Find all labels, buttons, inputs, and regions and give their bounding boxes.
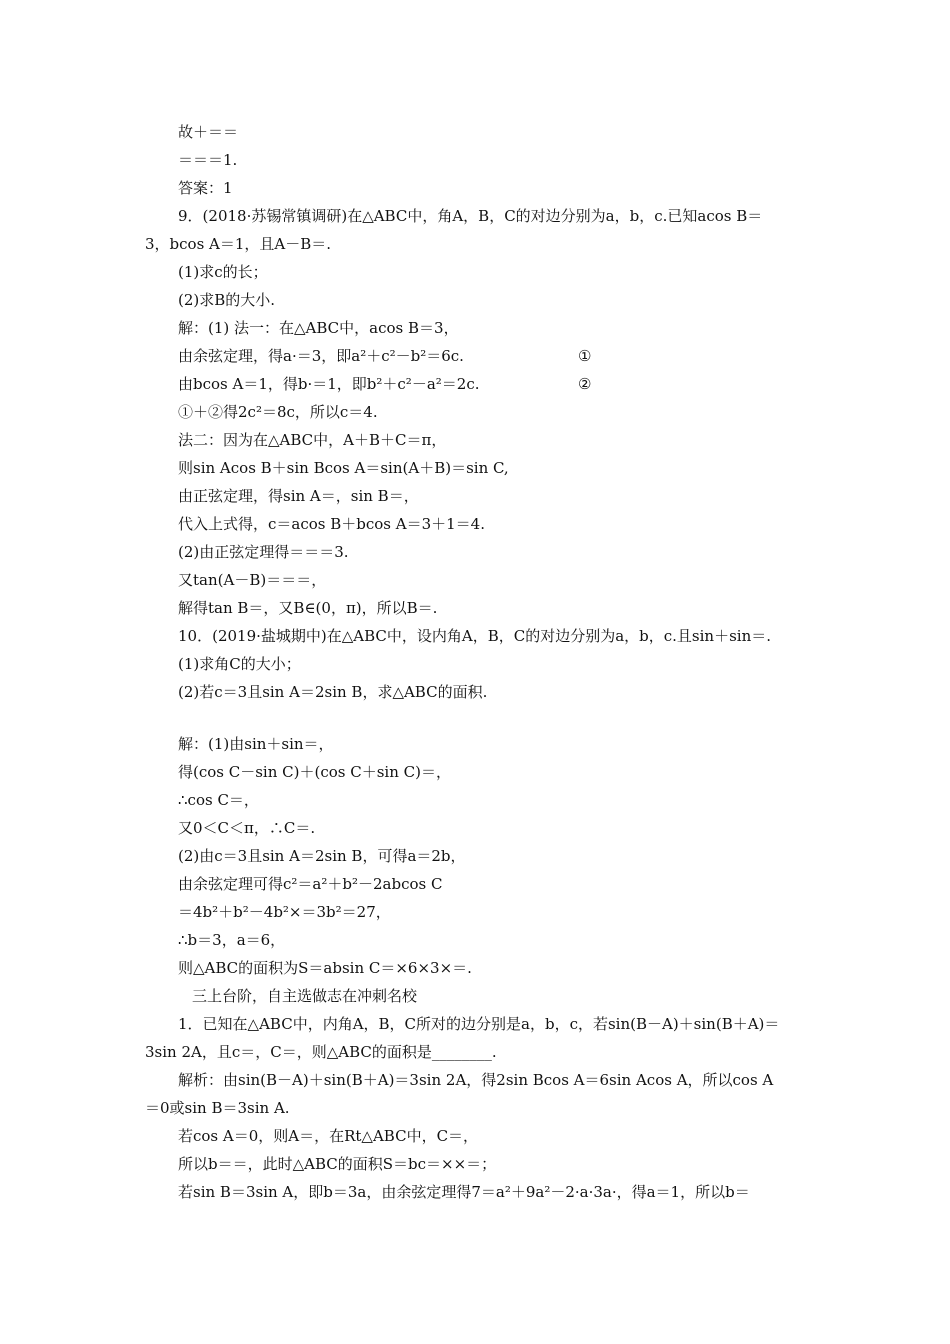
problem-10-line1: 10．(2019·盐城期中)在△ABC中，设内角A，B，C的对边分别为a，b，c.且sin＋sin＝. — [178, 627, 772, 645]
text-line: 若cos A＝0，则A＝，在Rt△ABC中，C＝， — [178, 1127, 479, 1145]
problem-9-line2: 3，bcos A＝1，且A－B＝. — [145, 235, 332, 253]
problem-9-line1: 9．(2018·苏锡常镇调研)在△ABC中，角A，B，C的对边分别为a，b，c.已知acos B＝ — [178, 207, 763, 225]
text-line: 解：(1)由sin＋sin＝， — [178, 735, 334, 753]
equation-marker: ① — [578, 347, 592, 365]
text-line: (2)若c＝3且sin A＝2sin B，求△ABC的面积. — [178, 683, 488, 701]
text-line: (1)求角C的大小； — [178, 655, 301, 673]
text-line: 若sin B＝3sin A，即b＝3a，由余弦定理得7＝a²＋9a²－2·a·3a·，得a＝1，所以b＝ — [178, 1183, 750, 1201]
text-line: ∴b＝3，a＝6， — [178, 931, 286, 949]
text-line: ＝＝＝1. — [178, 151, 238, 169]
text-line: 解析：由sin(B－A)＋sin(B＋A)＝3sin 2A，得2sin Bcos A＝6sin Acos A，所以cos A — [178, 1071, 774, 1089]
text-line: 又0＜C＜π，∴C＝. — [178, 819, 316, 837]
text-line: 得(cos C－sin C)＋(cos C＋sin C)＝， — [178, 763, 451, 781]
text-line: 由余弦定理可得c²＝a²＋b²－2abcos C — [178, 875, 443, 893]
text-line: 则△ABC的面积为S＝absin C＝×6×3×＝. — [178, 959, 472, 977]
text-line: 由正弦定理，得sin A＝，sin B＝， — [178, 487, 419, 505]
problem-1-line2: 3sin 2A，且c＝，C＝，则△ABC的面积是________. — [145, 1043, 497, 1061]
text-line: ＝4b²＋b²－4b²×＝3b²＝27， — [178, 903, 391, 921]
text-line: 又tan(A－B)＝＝＝， — [178, 571, 327, 589]
text-line: 答案：1 — [178, 179, 233, 197]
text-line: (2)由正弦定理得＝＝＝3. — [178, 543, 349, 561]
text-line: (1)求c的长； — [178, 263, 268, 281]
text-line: ＝0或sin B＝3sin A. — [145, 1099, 290, 1117]
problem-1-line1: 1．已知在△ABC中，内角A，B，C所对的边分别是a，b，c，若sin(B－A)＋sin(B＋A)＝ — [178, 1015, 780, 1033]
text-line: 解得tan B＝，又B∈(0，π)，所以B＝. — [178, 599, 438, 617]
text-line: 法二：因为在△ABC中，A＋B＋C＝π， — [178, 431, 447, 449]
text-line: (2)由c＝3且sin A＝2sin B，可得a＝2b， — [178, 847, 466, 865]
text-line: ①＋②得2c²＝8c，所以c＝4. — [178, 403, 378, 421]
section-heading: 三上台阶，自主选做志在冲刺名校 — [192, 987, 418, 1005]
equation-marker: ② — [578, 375, 592, 393]
text-line: 代入上式得，c＝acos B＋bcos A＝3＋1＝4. — [178, 515, 485, 533]
text-line: 由余弦定理，得a·＝3，即a²＋c²－b²＝6c. — [178, 347, 464, 365]
text-line: ∴cos C＝， — [178, 791, 259, 809]
text-line: 故＋＝＝ — [178, 123, 239, 141]
text-line: 所以b＝＝，此时△ABC的面积S＝bc＝××＝； — [178, 1155, 497, 1173]
text-line: 由bcos A＝1，得b·＝1，即b²＋c²－a²＝2c. — [178, 375, 480, 393]
text-line: 则sin Acos B＋sin Bcos A＝sin(A＋B)＝sin C, — [178, 459, 509, 477]
text-line: 解：(1) 法一：在△ABC中，acos B＝3， — [178, 319, 459, 337]
text-line: (2)求B的大小. — [178, 291, 276, 309]
